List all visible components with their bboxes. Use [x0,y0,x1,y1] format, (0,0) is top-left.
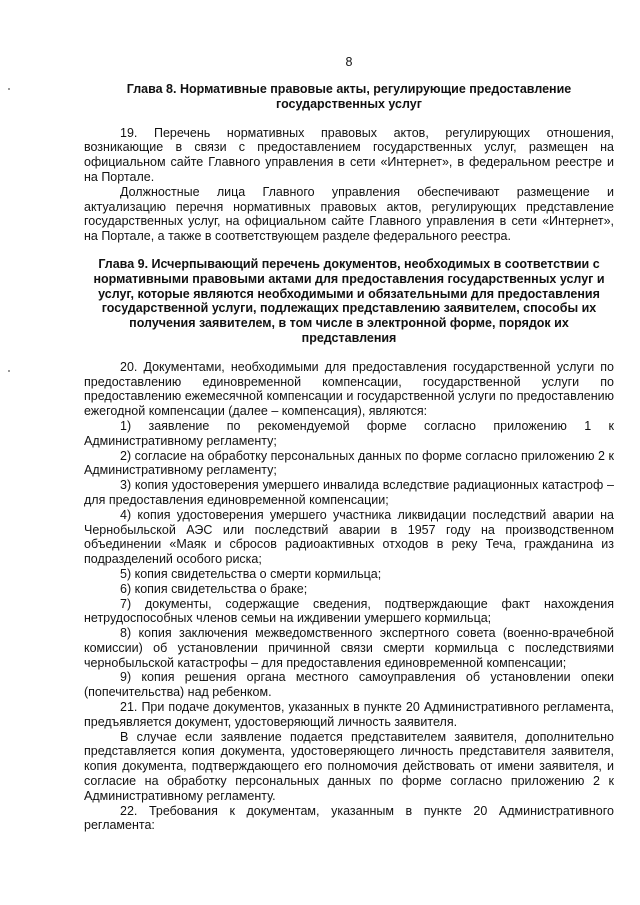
section-gap [84,244,614,257]
list-item-4: 4) копия удостоверения умершего участника ликвидации последствий аварии на Чернобыльской АЭС или последствий аварии в 1957 году на производственном объединении «Маяк и сбросов радиоактивных отходов в реку Теча, гражданина из подразделений особого риска; [84,507,614,567]
list-item-7: 7) документы, содержащие сведения, подтверждающие факт нахождения нетрудоспособных членов семьи на иждивении умершего кормильца; [84,596,614,626]
list-item-8: 8) копия заключения межведомственного экспертного совета (военно-врачебной комиссии) об установлении причинной связи смерти кормильца с последствиями чернобыльской катастрофы – для предоставления единовременной компенсации; [84,626,614,670]
scan-edge-mark [8,88,10,90]
paragraph-21: 21. При подаче документов, указанных в пункте 20 Административного регламента, предъявляется документ, удостоверяющий личность заявителя. [84,700,614,729]
page-number: 8 [345,55,353,69]
paragraph-21-representative: В случае если заявление подается представителем заявителя, дополнительно представляется копия документа, удостоверяющего личность представителя заявителя, копия документа, подтверждающего его полномочия действовать от имени заявителя, и согласие на обработку персональных данных по форме согласно приложению 2 к Административному регламенту. [84,729,614,803]
list-item-5: 5) копия свидетельства о смерти кормильца; [120,566,382,581]
paragraph-20: 20. Документами, необходимыми для предоставления государственной услуги по предоставлению единовременной компенсации, государственной услуги по предоставлению ежемесячной компенсации и государственной услуги по предоставлению ежегодной компенсации (далее – компенсация), являются: [84,359,614,419]
list-item-6: 6) копия свидетельства о браке; [120,581,308,596]
paragraph-22: 22. Требования к документам, указанным в пункте 20 Административного регламента: [84,803,614,833]
scan-edge-mark [8,370,10,372]
chapter-9-title: Глава 9. Исчерпывающий перечень документов, необходимых в соответствии с нормативными правовыми актами для предоставления государственных услуг и услуг, которые являются необходимыми и обязательными для предоставления государственной услуги, подлежащих представлению заявителем, способы их получения заявителем, в том числе в электронной форме, порядок их представления [93,256,605,345]
list-item-1: 1) заявление по рекомендуемой форме согласно приложению 1 к Административному регламенту; [84,418,614,448]
list-item-2: 2) согласие на обработку персональных данных по форме согласно приложению 2 к Административному регламенту; [84,448,614,478]
list-item-9: 9) копия решения органа местного самоуправления об установлении опеки (попечительства) над ребенком. [84,670,614,700]
chapter-8-title: Глава 8. Нормативные правовые акты, регулирующие предоставление государственных услуг [126,82,572,111]
paragraph-19-officials: Должностные лица Главного управления обеспечивают размещение и актуализацию перечня нормативных правовых актов, регулирующих представление государственных услуг, на официальном сайте Главного управления в сети «Интернет», на Портале, а также в соответствующем разделе федерального реестра. [84,184,614,244]
paragraph-19: 19. Перечень нормативных правовых актов, регулирующих отношения, возникающие в связи с предоставлением государственных услуг, размещен на официальном сайте Главного управления в сети «Интернет», в федеральном реестре и на Портале. [84,125,614,184]
list-item-3: 3) копия удостоверения умершего инвалида вследствие радиационных катастроф – для предоставления единовременной компенсации; [84,478,614,507]
